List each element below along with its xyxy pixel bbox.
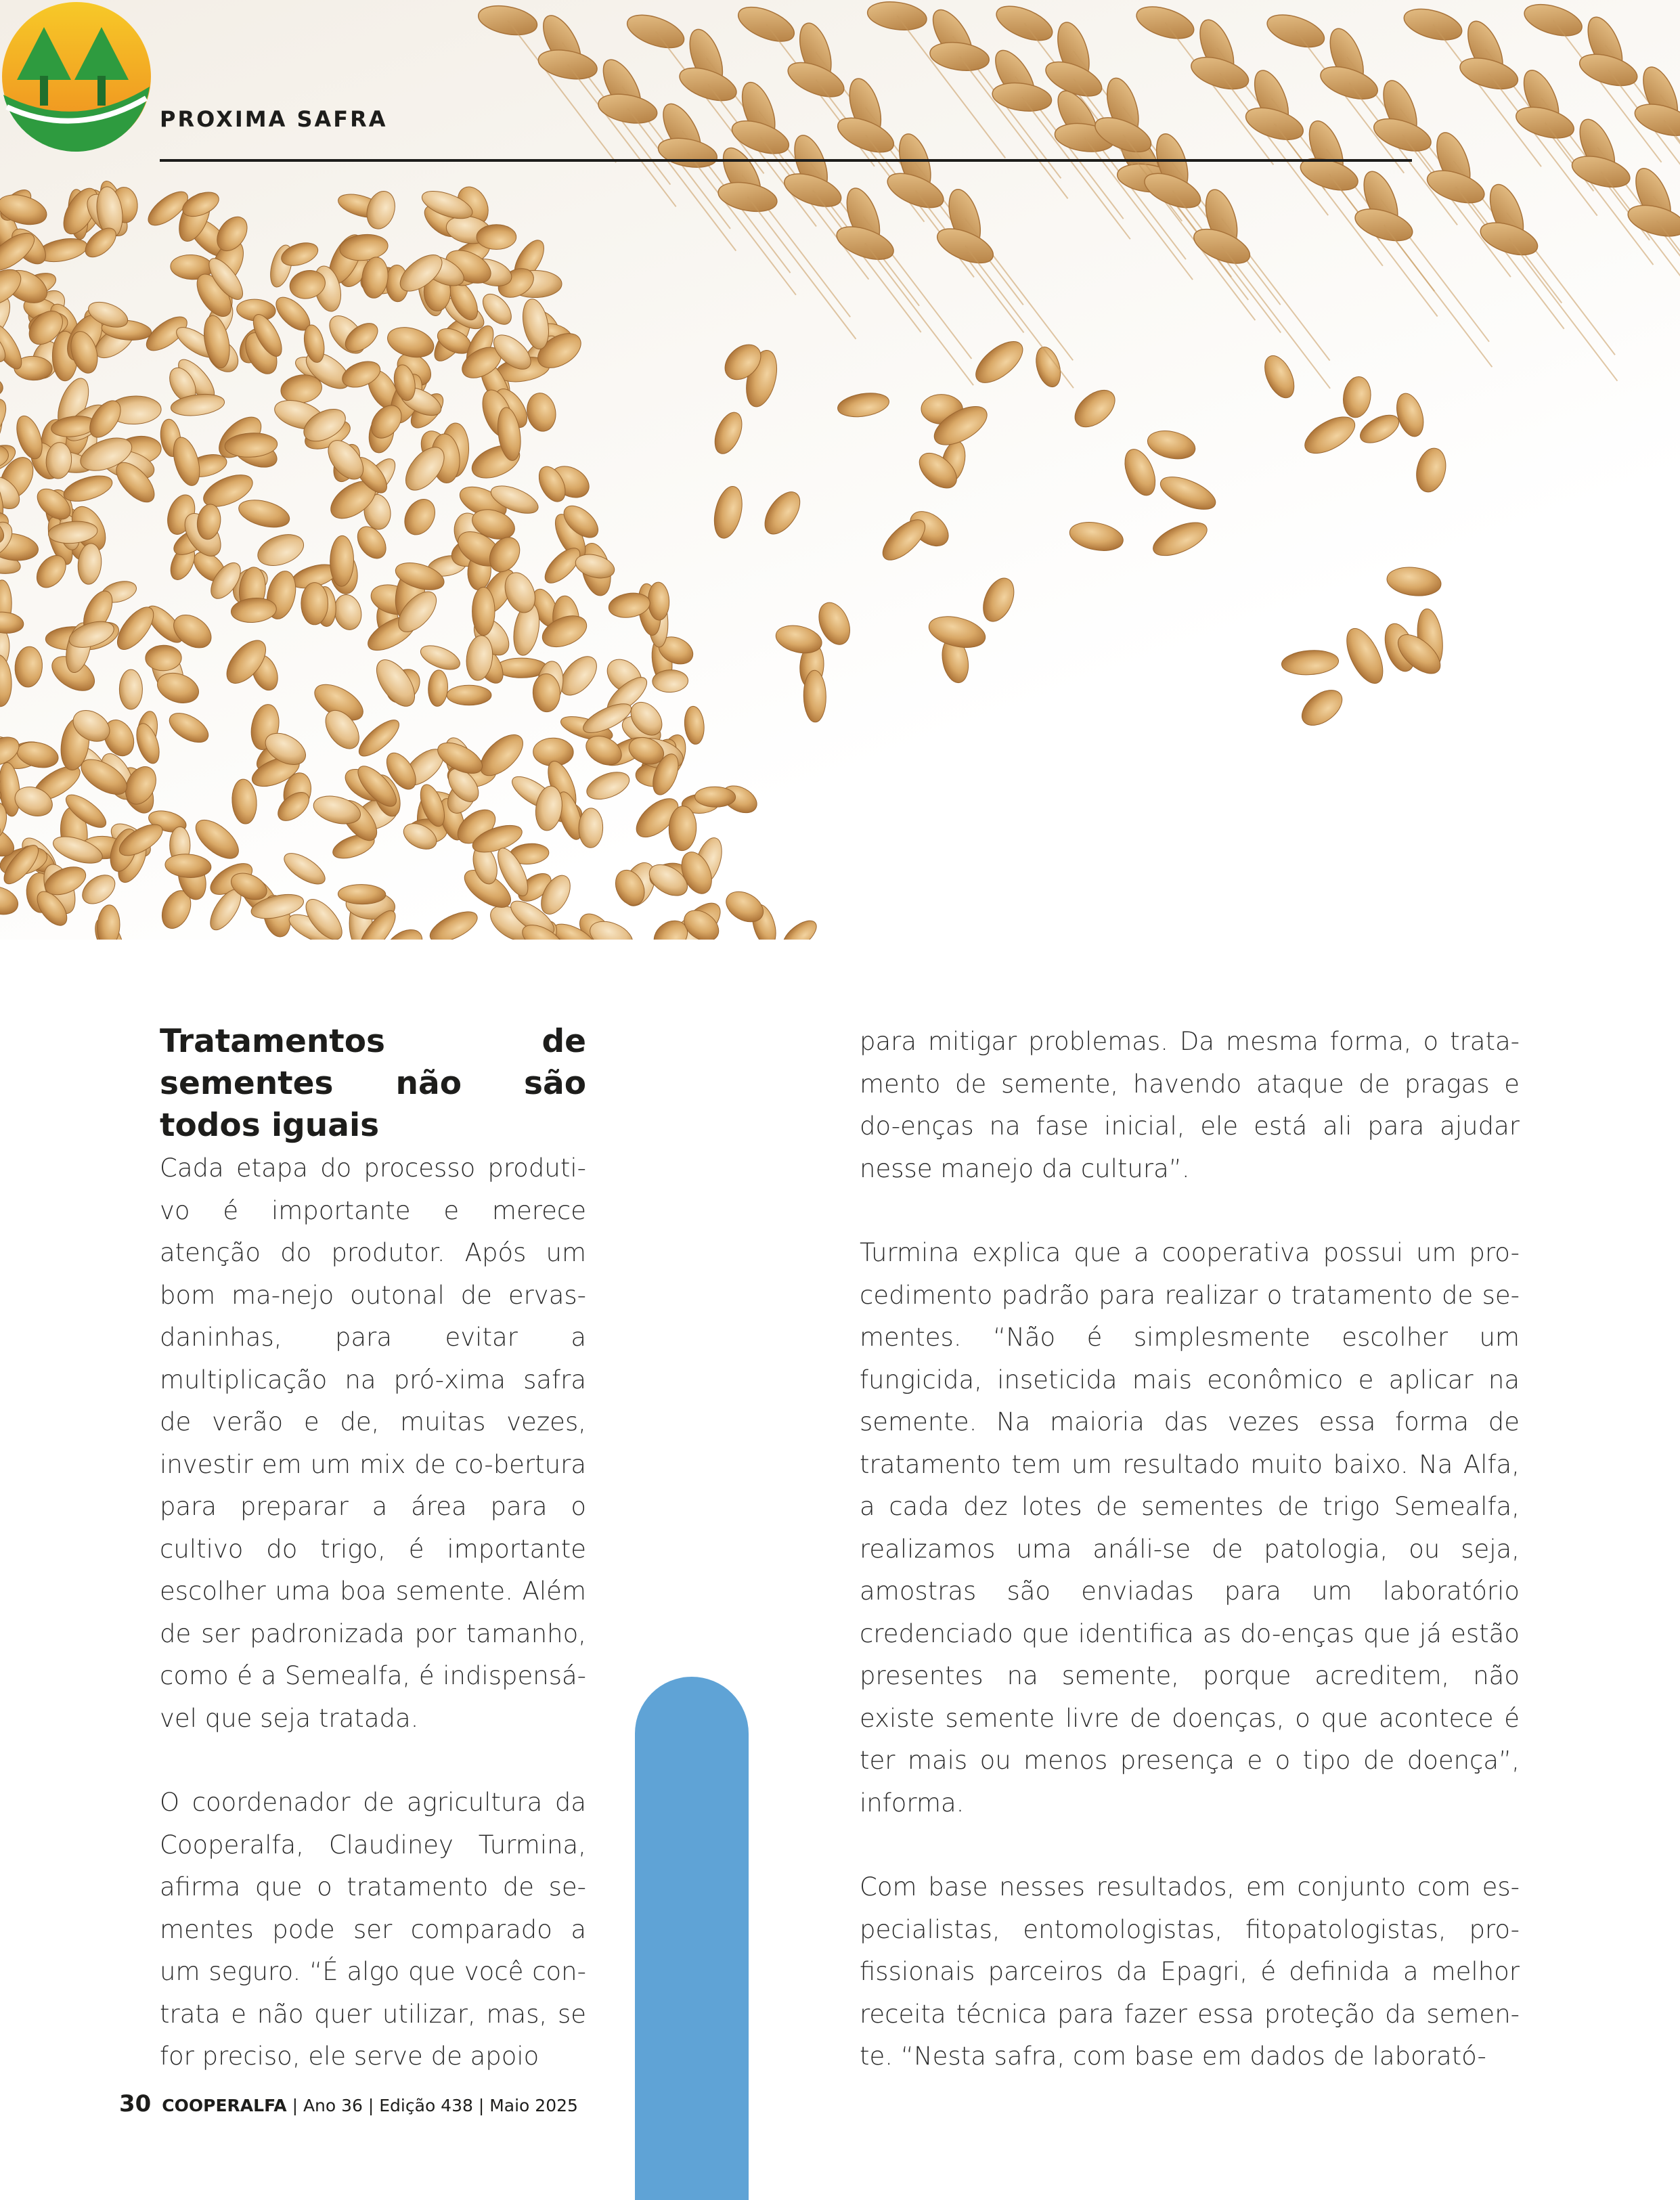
paragraph: O coordenador de agricultura da Cooperalfa, Claudiney Turmina, afirma que o tratamento de se-mentes pode ser comparado a um seguro. “É algo que você con-trata e não quer utilizar, mas, se for preciso, ele serve de apoio xyxy=(160,1788,586,2071)
footer-details: | Ano 36 | Edição 438 | Maio 2025 xyxy=(292,2096,578,2115)
section-label: PROXIMA SAFRA xyxy=(160,106,388,132)
page-number: 30 xyxy=(119,2090,152,2117)
article-column-left xyxy=(160,1147,586,2120)
hero-image xyxy=(0,0,1680,940)
article-headline: Tratamentos de sementes não são todos iguais xyxy=(160,1023,586,1144)
paragraph: para mitigar problemas. Da mesma forma, o trata-mento de semente, havendo ataque de pragas e do-enças na fase inicial, ele está ali para ajudar nesse manejo da cultura”. xyxy=(860,1027,1520,1183)
article-column-right xyxy=(860,1021,1520,2120)
footer-brand: COOPERALFA xyxy=(162,2096,287,2115)
paragraph: Com base nesses resultados, em conjunto com es-pecialistas, entomologistas, fitopatologistas, pro-fissionais parceiros da Epagri, é definida a melhor receita técnica para fazer essa proteção da semen-te. “Nesta safra, com base em dados de laborató- xyxy=(860,1872,1520,2071)
wheat-seeds-photo-icon xyxy=(0,0,1680,940)
section-divider xyxy=(160,159,1412,162)
page-footer xyxy=(119,2090,578,2117)
decorative-blue-pill xyxy=(635,1677,749,2200)
paragraph: Turmina explica que a cooperativa possui um pro-cedimento padrão para realizar o tratamento de se-mentes. “Não é simplesmente escolher um fungicida, inseticida mais econômico e aplicar na semente. Na maioria das vezes essa forma de tratamento tem um resultado muito baixo. Na Alfa, a cada dez lotes de sementes de trigo Semealfa, realizamos uma análi-se de patologia, ou seja, amostras são enviadas para um laboratório credenciado que identifica as do-enças que já estão presentes na semente, porque acreditem, não existe semente livre de doenças, o que acontece é ter mais ou menos presença e o tipo de doença”, informa. xyxy=(860,1238,1520,1818)
cooperalfa-trees-logo-icon xyxy=(0,0,153,153)
paragraph: Cada etapa do processo produti-vo é importante e merece atenção do produtor. Após um bom ma-nejo outonal de ervas-daninhas, para evitar a multiplicação na pró-xima safra de verão e de, muitas vezes, investir em um mix de co-bertura para preparar a área para o cultivo do trigo, é importante escolher uma boa semente. Além de ser padronizada por tamanho, como é a Semealfa, é indispensá-vel que seja tratada. xyxy=(160,1153,586,1733)
